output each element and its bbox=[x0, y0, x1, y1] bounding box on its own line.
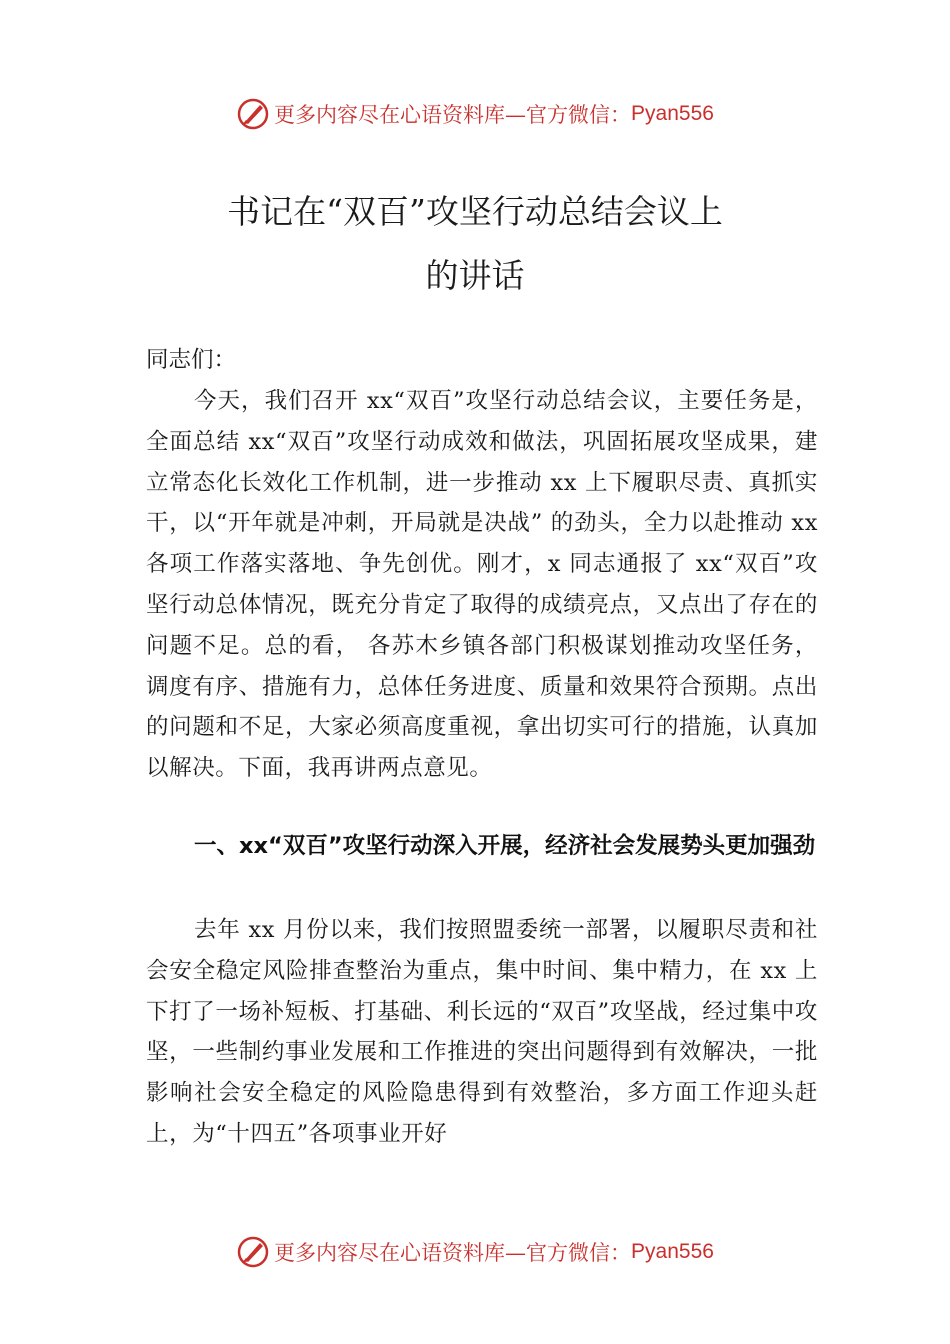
salutation: 同志们： bbox=[146, 347, 237, 373]
pen-logo-icon bbox=[236, 1235, 270, 1269]
document-title-line-1: 书记在“双百”攻坚行动总结会议上 bbox=[227, 192, 723, 231]
section-heading-1: 一、xx“双百”攻坚行动深入开展，经济社会发展势头更加强劲 bbox=[194, 833, 816, 859]
footer-watermark-banner bbox=[0, 1232, 950, 1272]
banner-slogan: 更多内容尽在心语资料库— bbox=[274, 103, 527, 127]
banner-wechat-id: Pyan556 bbox=[631, 102, 714, 125]
banner-wechat-label: 官方微信： bbox=[526, 103, 632, 127]
banner-wechat-id: Pyan556 bbox=[631, 1240, 714, 1263]
paragraph-section-1: 去年 xx 月份以来，我们按照盟委统一部署，以履职尽责和社会安全稳定风险排查整治为重点，集中时间、集中精力，在 xx 上下打了一场补短板、打基础、利长远的“双百”攻坚战，经过集中攻坚，一些制约事业发展和工作推进的突出问题得到有效解决，一批影响社会安全稳定的风险隐患得到有效整治，多方面工作迎头赶上，为“十四五”各项事业开好 bbox=[146, 917, 818, 1147]
banner-slogan: 更多内容尽在心语资料库— bbox=[274, 1241, 527, 1265]
banner-wechat-label: 官方微信： bbox=[526, 1241, 632, 1265]
header-watermark-banner bbox=[0, 94, 950, 134]
paragraph-intro: 今天，我们召开 xx“双百”攻坚行动总结会议，主要任务是，全面总结 xx“双百”攻坚行动成效和做法，巩固拓展攻坚成果，建立常态化长效化工作机制，进一步推动 xx 上下履职尽责、真抓实干，以“开年就是冲刺，开局就是决战” 的劲头，全力以赴推动 xx 各项工作落实落地、争先创优。刚才，x 同志通报了 xx“双百”攻坚行动总体情况，既充分肯定了取得的成绩亮点，又点出了存在的问题不足。总的看， 各苏木乡镇各部门积极谋划推动攻坚任务，调度有序、措施有力，总体任务进度、质量和效果符合预期。点出的问题和不足，大家必须高度重视，拿出切实可行的措施，认真加以解决。下面，我再讲两点意见。 bbox=[146, 388, 818, 782]
document-title-line-2: 的讲话 bbox=[425, 256, 525, 295]
pen-logo-icon bbox=[236, 97, 270, 131]
